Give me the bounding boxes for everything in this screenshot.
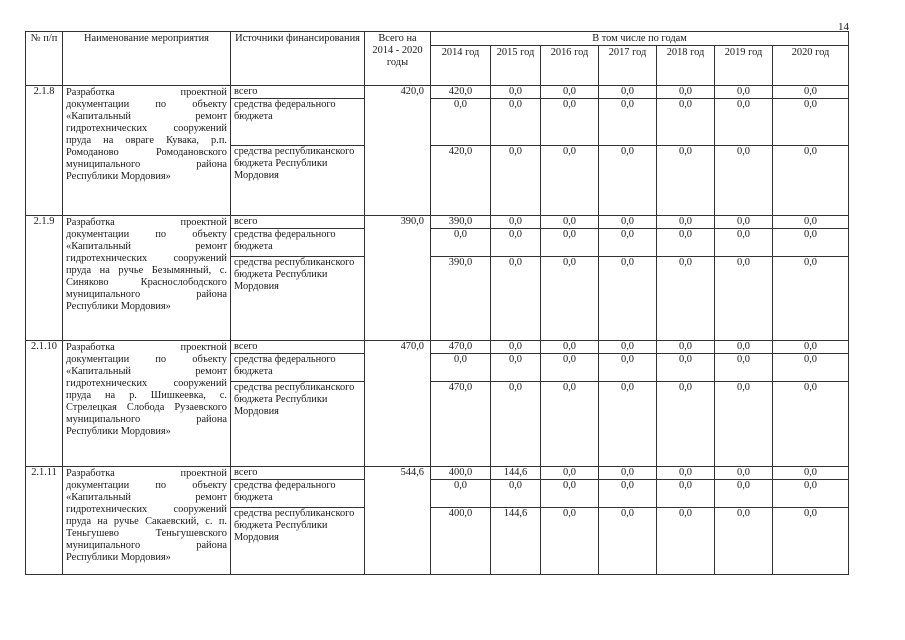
year-value: 144,6 (491, 508, 541, 575)
funding-source: средства федерального бюджета (231, 480, 365, 508)
table-row (26, 216, 849, 229)
year-value: 0,0 (491, 480, 541, 508)
year-value: 0,0 (541, 467, 599, 480)
header-year: 2015 год (491, 46, 541, 86)
year-value: 0,0 (657, 99, 715, 146)
year-value: 0,0 (715, 341, 773, 354)
year-value: 0,0 (715, 382, 773, 467)
year-value: 0,0 (491, 86, 541, 99)
funding-source: средства федерального бюджета (231, 229, 365, 257)
year-value: 390,0 (431, 257, 491, 341)
year-value: 0,0 (773, 354, 849, 382)
year-value: 0,0 (715, 229, 773, 257)
funding-source: всего (231, 341, 365, 354)
funding-source: средства республиканского бюджета Республики Мордовия (231, 508, 365, 575)
year-value: 0,0 (541, 86, 599, 99)
year-value: 0,0 (657, 467, 715, 480)
year-value: 0,0 (657, 480, 715, 508)
header-sources: Источники финансирования (231, 32, 365, 86)
year-value: 0,0 (657, 257, 715, 341)
year-value: 0,0 (773, 480, 849, 508)
header-total: Всего на 2014 - 2020 годы (365, 32, 431, 86)
year-value: 470,0 (431, 382, 491, 467)
funding-source: средства федерального бюджета (231, 99, 365, 146)
header-year: 2017 год (599, 46, 657, 86)
item-total: 390,0 (365, 216, 431, 341)
header-num: № п/п (26, 32, 63, 86)
year-value: 0,0 (657, 341, 715, 354)
year-value: 0,0 (491, 229, 541, 257)
year-value: 0,0 (431, 480, 491, 508)
year-value: 0,0 (599, 467, 657, 480)
year-value: 400,0 (431, 467, 491, 480)
year-value: 0,0 (541, 382, 599, 467)
year-value: 0,0 (541, 229, 599, 257)
header-year: 2018 год (657, 46, 715, 86)
year-value: 0,0 (773, 216, 849, 229)
header-year: 2019 год (715, 46, 773, 86)
year-value: 0,0 (599, 99, 657, 146)
item-number: 2.1.9 (26, 216, 63, 341)
header-year: 2020 год (773, 46, 849, 86)
year-value: 0,0 (599, 86, 657, 99)
year-value: 0,0 (657, 229, 715, 257)
year-value: 0,0 (541, 508, 599, 575)
year-value: 0,0 (491, 99, 541, 146)
year-value: 0,0 (599, 257, 657, 341)
year-value: 0,0 (599, 216, 657, 229)
header-years-group: В том числе по годам (431, 32, 849, 46)
year-value: 0,0 (491, 146, 541, 216)
funding-source: всего (231, 216, 365, 229)
year-value: 0,0 (715, 257, 773, 341)
year-value: 0,0 (431, 229, 491, 257)
year-value: 0,0 (657, 354, 715, 382)
year-value: 0,0 (773, 382, 849, 467)
funding-source: средства республиканского бюджета Республики Мордовия (231, 382, 365, 467)
year-value: 0,0 (599, 480, 657, 508)
year-value: 420,0 (431, 146, 491, 216)
year-value: 0,0 (773, 146, 849, 216)
year-value: 0,0 (491, 382, 541, 467)
year-value: 0,0 (431, 354, 491, 382)
year-value: 0,0 (773, 467, 849, 480)
year-value: 0,0 (541, 99, 599, 146)
year-value: 144,6 (491, 467, 541, 480)
year-value: 0,0 (773, 508, 849, 575)
year-value: 0,0 (773, 99, 849, 146)
item-name: Разработка проектной документации по объекту «Капитальный ремонт гидротехнических сооружений пруда на р. Шишкеевка, с. Стрелецкая Слобода Рузаевского муниципального района Республики Мордовия» (63, 341, 231, 467)
item-name: Разработка проектной документации по объекту «Капитальный ремонт гидротехнических сооружений пруда на ручье Сакаевский, с. п. Теньгушево Теньгушевского муниципального района Республики Мордовия» (63, 467, 231, 575)
item-number: 2.1.10 (26, 341, 63, 467)
year-value: 0,0 (491, 216, 541, 229)
header-year: 2016 год (541, 46, 599, 86)
table-row (26, 467, 849, 480)
year-value: 0,0 (715, 480, 773, 508)
year-value: 0,0 (657, 216, 715, 229)
year-value: 0,0 (541, 216, 599, 229)
header-year: 2014 год (431, 46, 491, 86)
item-name: Разработка проектной документации по объекту «Капитальный ремонт гидротехнических сооружений пруда на ручье Безымянный, с. Синяково Краснослободского муниципального района Республики Мордовия» (63, 216, 231, 341)
page-number: 14 (838, 21, 849, 33)
item-total: 544,6 (365, 467, 431, 575)
year-value: 0,0 (491, 354, 541, 382)
funding-source: средства республиканского бюджета Республики Мордовия (231, 257, 365, 341)
year-value: 470,0 (431, 341, 491, 354)
year-value: 0,0 (657, 382, 715, 467)
year-value: 0,0 (541, 354, 599, 382)
year-value: 0,0 (773, 86, 849, 99)
year-value: 0,0 (599, 508, 657, 575)
year-value: 0,0 (491, 257, 541, 341)
year-value: 0,0 (541, 341, 599, 354)
year-value: 0,0 (715, 86, 773, 99)
year-value: 0,0 (715, 354, 773, 382)
year-value: 0,0 (773, 229, 849, 257)
year-value: 0,0 (491, 341, 541, 354)
year-value: 0,0 (599, 341, 657, 354)
year-value: 0,0 (715, 99, 773, 146)
year-value: 0,0 (715, 216, 773, 229)
year-value: 0,0 (541, 257, 599, 341)
year-value: 400,0 (431, 508, 491, 575)
year-value: 0,0 (431, 99, 491, 146)
financing-table (25, 31, 849, 575)
item-number: 2.1.11 (26, 467, 63, 575)
item-total: 470,0 (365, 341, 431, 467)
year-value: 390,0 (431, 216, 491, 229)
funding-source: всего (231, 467, 365, 480)
year-value: 0,0 (657, 508, 715, 575)
funding-source: средства федерального бюджета (231, 354, 365, 382)
item-name: Разработка проектной документации по объекту «Капитальный ремонт гидротехнических сооружений пруда на овраге Кувака, р.п. Ромоданово Ромодановского муниципального района Республики Мордовия» (63, 86, 231, 216)
year-value: 0,0 (599, 229, 657, 257)
funding-source: средства республиканского бюджета Республики Мордовия (231, 146, 365, 216)
year-value: 0,0 (715, 508, 773, 575)
year-value: 0,0 (657, 86, 715, 99)
funding-source: всего (231, 86, 365, 99)
item-number: 2.1.8 (26, 86, 63, 216)
year-value: 0,0 (715, 467, 773, 480)
year-value: 0,0 (599, 382, 657, 467)
item-total: 420,0 (365, 86, 431, 216)
year-value: 0,0 (599, 354, 657, 382)
year-value: 0,0 (715, 146, 773, 216)
year-value: 420,0 (431, 86, 491, 99)
year-value: 0,0 (599, 146, 657, 216)
year-value: 0,0 (657, 146, 715, 216)
year-value: 0,0 (541, 146, 599, 216)
year-value: 0,0 (541, 480, 599, 508)
year-value: 0,0 (773, 341, 849, 354)
table-row (26, 86, 849, 99)
header-name: Наименование мероприятия (63, 32, 231, 86)
table-row (26, 341, 849, 354)
year-value: 0,0 (773, 257, 849, 341)
